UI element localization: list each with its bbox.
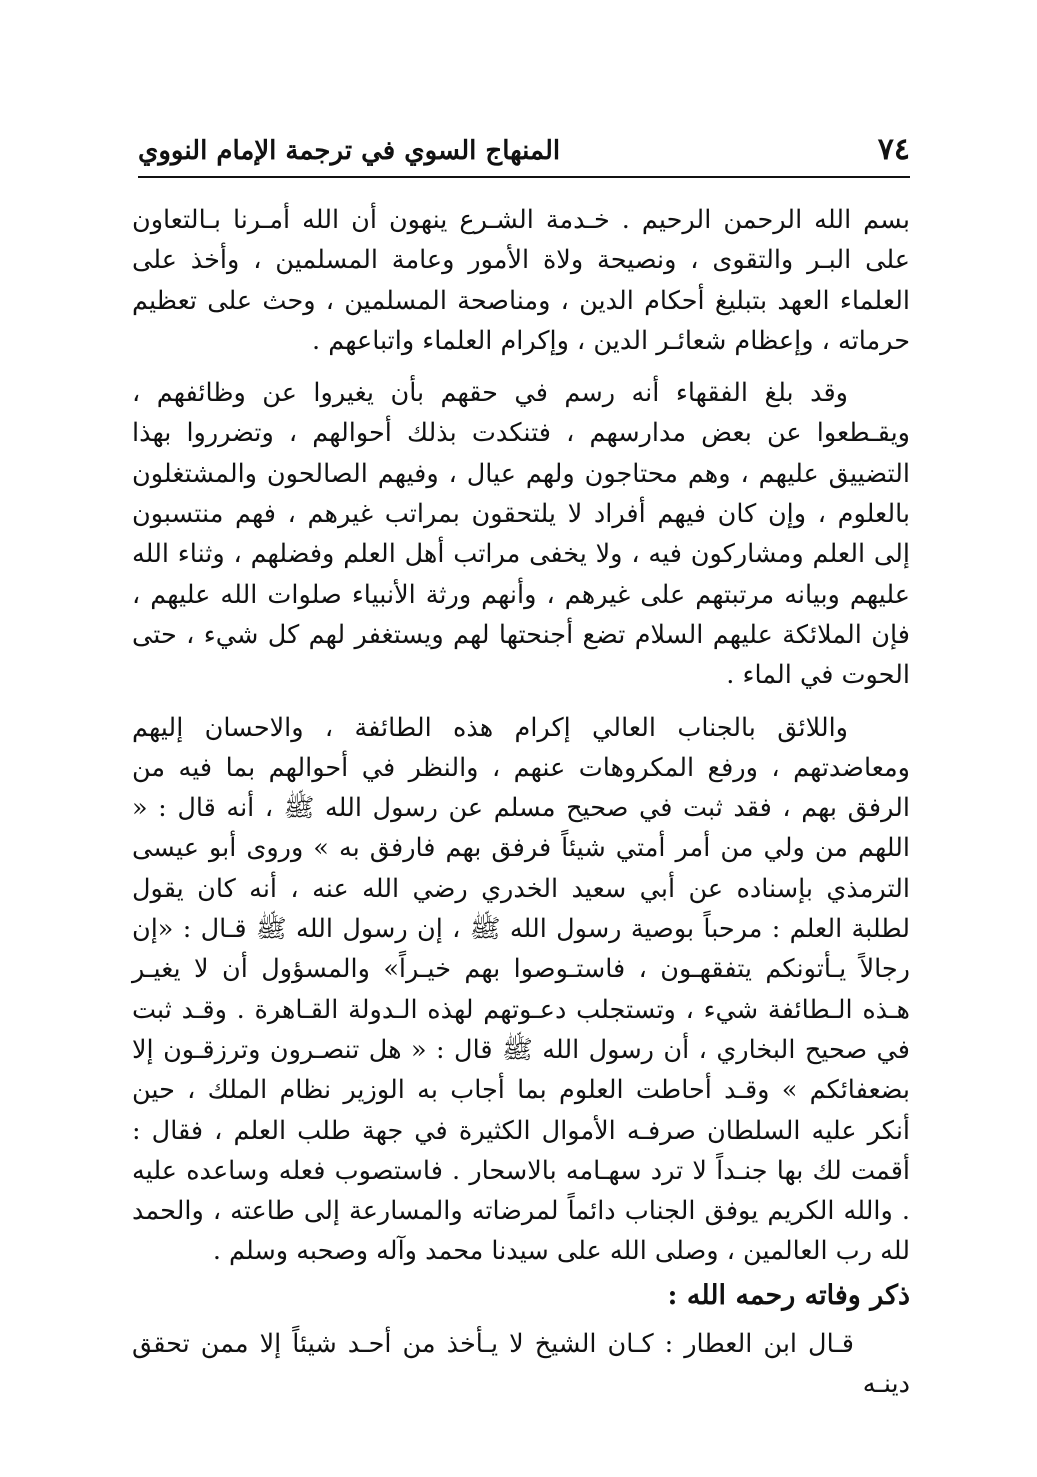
header-rule [138, 176, 910, 178]
paragraph-2: وقد بلغ الفقهاء أنه رسم في حقهم بأن يغيروا عن وظائفهم ، ويقـطعوا عن بعض مدارسهم ، فتنكدت بذلك أحوالهم ، وتضرروا بهذا التضييق عليهم ، وهم محتاجون ولهم عيال ، وفيهم الصالحون والمشتغلون بالعلوم ، وإن كان فيهم أفراد لا يلتحقون بمراتب غيرهم ، فهم منتسبون إلى العلم ومشاركون فيه ، ولا يخفى مراتب أهل العلم وفضلهم ، وثناء الله عليهم وبيانه مرتبتهم على غيرهم ، وأنهم ورثة الأنبياء صلوات الله عليهم ، فإن الملائكة عليهم السلام تضع أجنحتها لهم ويستغفر لهم كل شيء ، حتى الحوت في الماء . [132, 378, 910, 691]
section-heading: ذكر وفاته رحمه الله : [667, 1279, 910, 1311]
page-body [132, 200, 910, 1404]
page-header [138, 128, 910, 176]
paragraph-3: واللائق بالجناب العالي إكرام هذه الطائفة ، والاحسان إليهم ومعاضدتهم ، ورفع المكروهات عنهم ، والنظر في أحوالهم بما فيه من الرفق بهم ، فقد ثبت في صحيح مسلم عن رسول الله ﷺ ، أنه قال : « اللهم من ولي من أمر أمتي شيئاً فرفق بهم فارفق به » وروى أبو عيسى الترمذي بإسناده عن أبي سعيد الخدري رضي الله عنه ، أنه كان يقول لطلبة العلم : مرحباً بوصية رسول الله ﷺ ، إن رسول الله ﷺ قـال : «إن رجالاً يـأتونكم يتفقهـون ، فاستـوصوا بهم خيـراً» والمسؤول أن لا يغيـر هـذه الـطائفة شيء ، وتستجلب دعـوتهم لهذه الـدولة القـاهرة . وقـد ثبت في صحيح البخاري ، أن رسول الله ﷺ قال : « هل تنصـرون وترزقـون إلا بضعفائكم » وقـد أحاطت العلوم بما أجاب به الوزير نظام الملك ، حين أنكر عليه السلطان صرفـه الأموال الكثيرة في جهة طلب العلم ، فقال : أقمت لك بها جنـداً لا ترد سهـامه بالاسحار . فاستصوب فعله وساعده عليه . والله الكريم يوفق الجناب دائماً لمرضاته والمسارعة إلى طاعته ، والحمد لله رب العالمين ، وصلى الله على سيدنا محمد وآله وصحبه وسلم . [132, 712, 910, 1267]
page-number: ٧٤ [877, 132, 910, 167]
paragraph-1: بسم الله الرحمن الرحيم . خـدمة الشـرع ينهون أن الله أمـرنا بـالتعاون على البـر والتقوى ، ونصيحة ولاة الأمور وعامة المسلمين ، وأخذ على العلماء العهد بتبليغ أحكام الدين ، ومناصحة المسلمين ، وحث على تعظيم حرماته ، وإعظام شعائـر الدين ، وإكرام العلماء واتباعهم . [132, 205, 910, 356]
paragraph-4: قـال ابن العطار : كـان الشيخ لا يـأخذ من أحـد شيئاً إلا ممن تحقق دينـه [132, 1328, 910, 1400]
running-title: المنهاج السوي في ترجمة الإمام النووي [138, 136, 561, 166]
